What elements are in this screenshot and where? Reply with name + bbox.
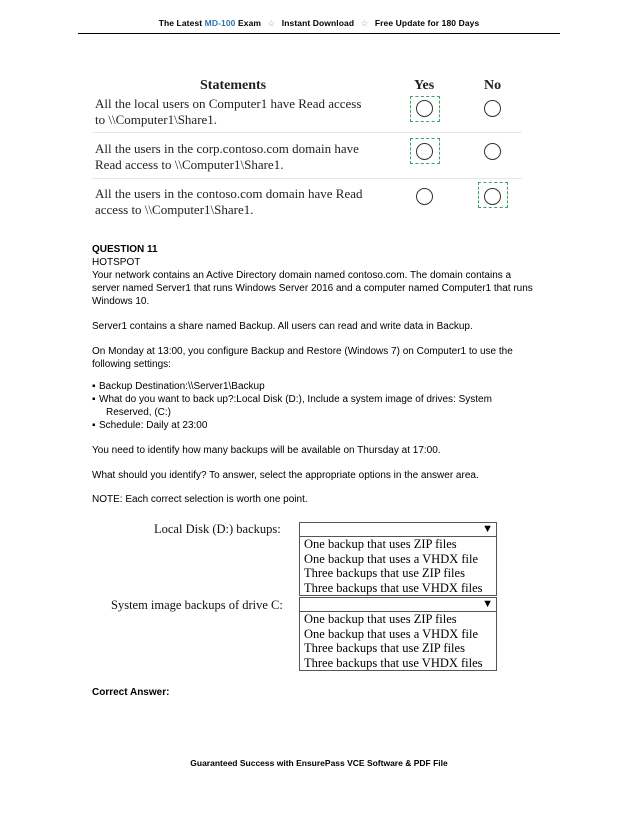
chevron-down-icon[interactable]: ▼ [482,598,493,610]
statement-line: to \\Computer1\Share1. [95,112,218,127]
statement-line: All the local users on Computer1 have Read access [95,96,362,111]
bullet-text: Schedule: Daily at 23:00 [99,420,208,431]
question-paragraph: Server1 contains a share named Backup. All users can read and write data in Backup. [92,321,473,332]
question-paragraph: On Monday at 13:00, you configure Backup and Restore (Windows 7) on Computer1 to use the following settings: [92,346,513,370]
bullet-text: Backup Destination:\\Server1\Backup [99,381,265,392]
star-icon: ☆ [267,18,276,28]
system-image-label: System image backups of drive C: [111,598,283,612]
row-divider [92,178,522,179]
statement-line: All the users in the contoso.com domain have Read [95,186,363,201]
header-exam: Exam [237,18,262,28]
local-disk-dropdown[interactable] [299,522,497,596]
dropdown-option[interactable]: One backup that uses a VHDX file [304,551,479,566]
bullet-continuation: Reserved, (C:) [106,407,172,418]
dropdown-option[interactable]: Three backups that use VHDX files [304,655,483,670]
yes-heading: Yes [414,78,435,93]
question-paragraph: NOTE: Each correct selection is worth one point. [92,494,308,505]
header-update: Free Update for 180 Days [374,18,480,28]
statement-row [95,141,385,173]
question-type: HOTSPOT [92,257,141,268]
bullet-text: What do you want to back up?:Local Disk (D:), Include a system image of drives: System [99,394,492,405]
statement-line: access to \\Computer1\Share1. [95,202,254,217]
bullet-item: ▪ What do you want to back up?:Local Disk (D:), Include a system image of drives: System [92,394,492,405]
system-image-dropdown[interactable] [299,597,497,671]
yes-radio[interactable] [416,100,433,117]
yes-radio[interactable] [416,143,433,160]
question-paragraph: Your network contains an Active Directory domain named contoso.com. The domain contains a server named Server1 that runs Windows Server 2016 and a computer named Computer1 that runs Windows 10. [92,270,533,307]
star-icon: ☆ [360,18,369,28]
row-divider [92,132,522,133]
bullet-item: ▪ Backup Destination:\\Server1\Backup [92,381,265,392]
statements-heading: Statements [200,78,267,93]
dropdown-header[interactable] [300,598,496,612]
bullet-item: ▪ Schedule: Daily at 23:00 [92,420,208,431]
dropdown-option[interactable]: One backup that uses a VHDX file [304,626,479,641]
yes-radio[interactable] [416,188,433,205]
no-radio[interactable] [484,188,501,205]
page-header [0,18,638,29]
dropdown-option[interactable]: Three backups that use ZIP files [304,566,465,580]
statement-line: All the users in the corp.contoso.com domain have [95,141,359,156]
statement-line: Read access to \\Computer1\Share1. [95,157,284,172]
dropdown-option[interactable]: One backup that uses ZIP files [304,537,457,551]
statement-row [95,96,385,128]
header-divider [78,33,560,34]
statement-row [95,186,385,218]
no-radio[interactable] [484,100,501,117]
no-radio[interactable] [484,143,501,160]
dropdown-option[interactable]: Three backups that use VHDX files [304,580,483,595]
statements-table [92,76,522,222]
dropdown-option[interactable]: Three backups that use ZIP files [304,641,465,655]
question-paragraph: You need to identify how many backups will be available on Thursday at 17:00. [92,445,441,456]
correct-answer-label: Correct Answer: [92,687,170,698]
header-pre: The Latest [158,18,203,28]
dropdown-option[interactable]: One backup that uses ZIP files [304,612,457,626]
header-exam-code: MD-100 [204,18,236,28]
local-disk-label: Local Disk (D:) backups: [154,522,281,536]
no-heading: No [484,78,502,93]
question-paragraph: What should you identify? To answer, select the appropriate options in the answer area. [92,470,479,481]
question-number: QUESTION 11 [92,244,158,255]
chevron-down-icon[interactable]: ▼ [482,523,493,535]
page-footer: Guaranteed Success with EnsurePass VCE Software & PDF File [190,758,448,768]
dropdown-header[interactable] [300,523,496,537]
header-instant: Instant Download [281,18,355,28]
